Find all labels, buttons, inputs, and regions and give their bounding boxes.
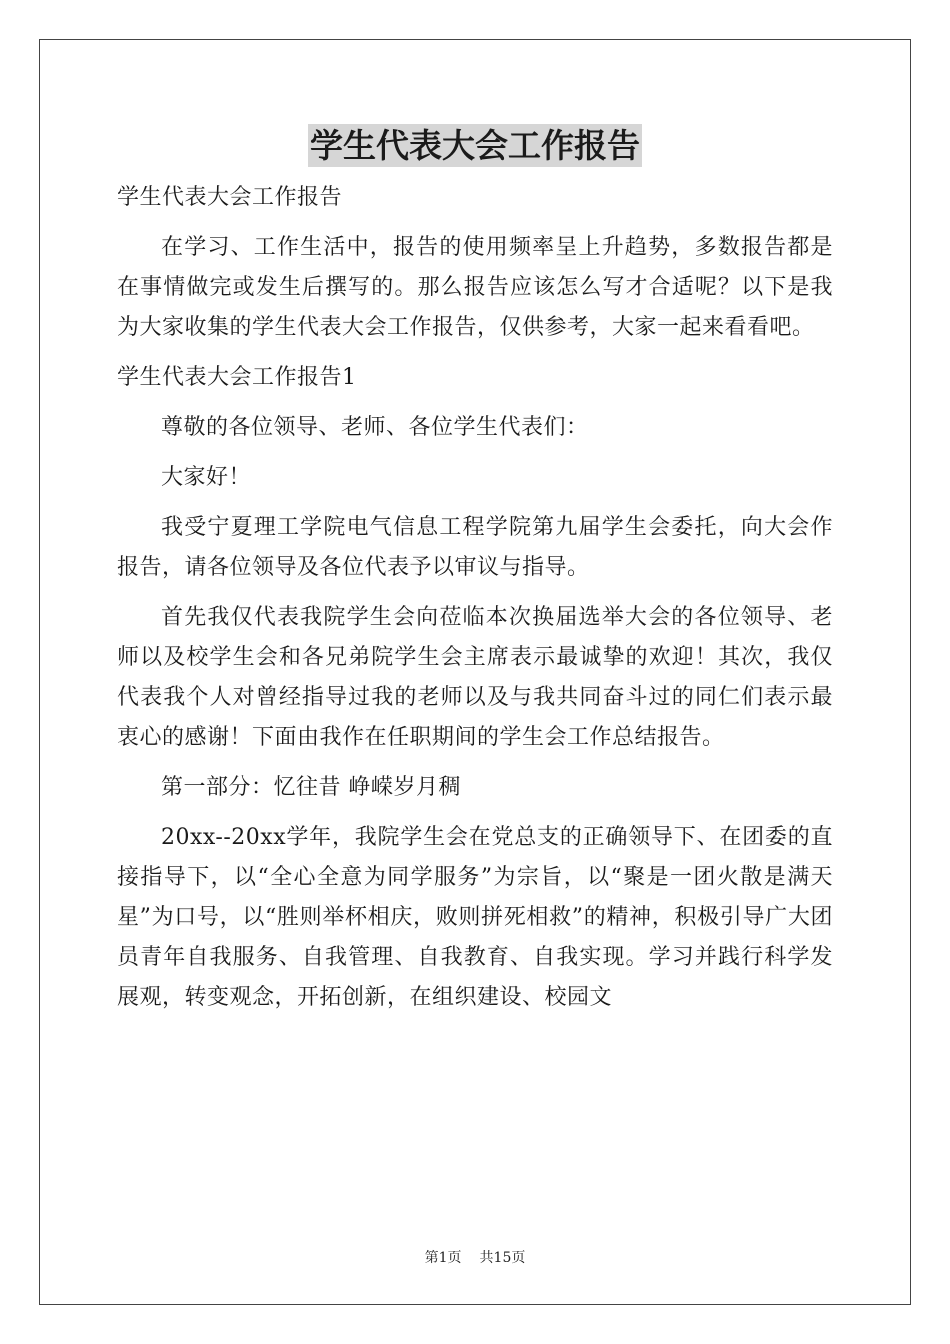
page-footer xyxy=(0,1247,950,1267)
body-paragraph: 我受宁夏理工学院电气信息工程学院第九届学生会委托，向大会作报告，请各位领导及各位代表予以审议与指导。 xyxy=(117,515,833,580)
greeting-paragraph: 大家好！ xyxy=(161,465,252,490)
salutation-paragraph: 尊敬的各位领导、老师、各位学生代表们： xyxy=(161,415,589,440)
part-heading: 第一部分：忆往昔 峥嵘岁月稠 xyxy=(161,775,461,800)
section-heading: 学生代表大会工作报告1 xyxy=(117,365,357,390)
subtitle-paragraph: 学生代表大会工作报告 xyxy=(117,185,343,210)
body-paragraph: 20xx--20xx学年，我院学生会在党总支的正确领导下、在团委的直接指导下，以“全心全意为同学服务”为宗旨，以“聚是一团火散是满天星”为口号，以“胜则举杯相庆，败则拼死相救”的精神，积极引导广大团员青年自我服务、自我管理、自我教育、自我实现。学习并践行科学发展观，转变观念，开拓创新，在组织建设、校园文 xyxy=(117,825,833,1010)
body-paragraph: 首先我仅代表我院学生会向莅临本次换届选举大会的各位领导、老师以及校学生会和各兄弟院学生会主席表示最诚挚的欢迎！其次，我仅代表我个人对曾经指导过我的老师以及与我共同奋斗过的同仁们表示最衷心的感谢！下面由我作在任职期间的学生会工作总结报告。 xyxy=(117,605,833,750)
document-title xyxy=(0,124,950,168)
page-total: 共15页 xyxy=(479,1250,526,1266)
document-title-text: 学生代表大会工作报告 xyxy=(310,126,640,165)
page-number: 第1页 xyxy=(424,1250,462,1266)
document-body xyxy=(117,178,833,1028)
intro-paragraph: 在学习、工作生活中，报告的使用频率呈上升趋势，多数报告都是在事情做完或发生后撰写的。那么报告应该怎么写才合适呢？以下是我为大家收集的学生代表大会工作报告，仅供参考，大家一起来看看吧。 xyxy=(117,235,833,340)
